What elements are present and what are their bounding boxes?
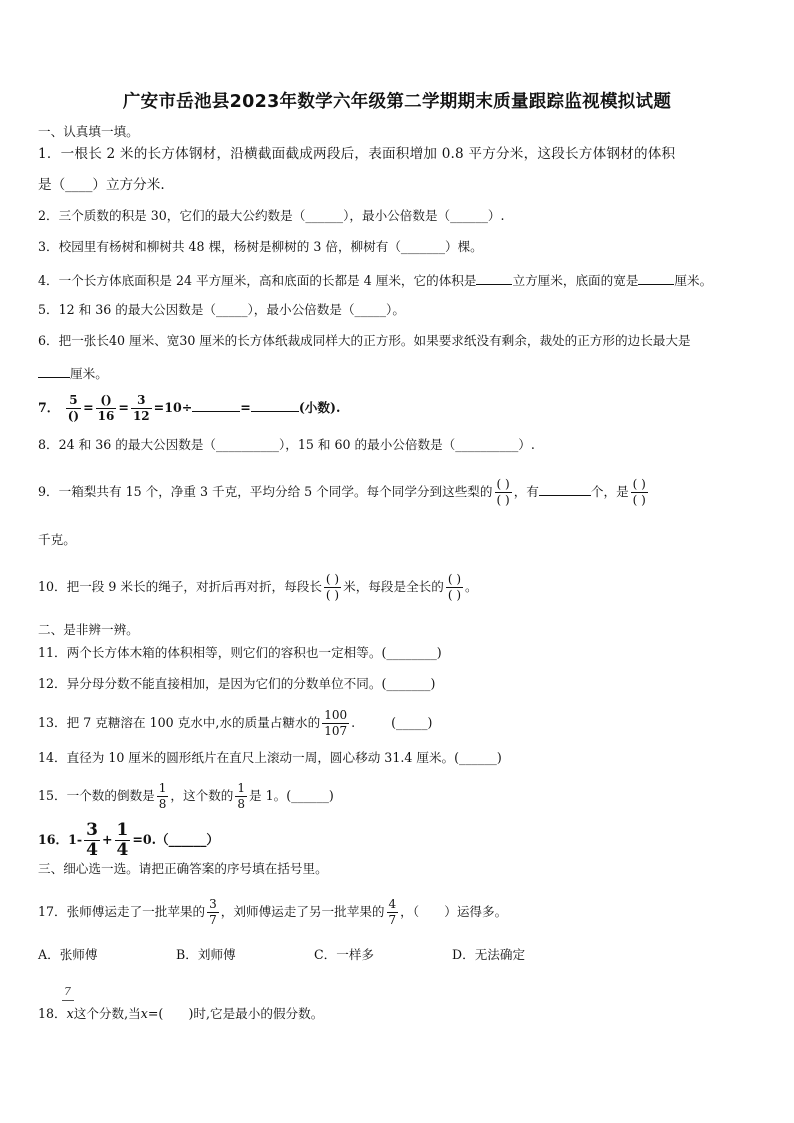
question-17-text-a: 17．张师傅运走了一批苹果的 (38, 904, 206, 919)
fraction (66, 393, 81, 424)
numerator: 3 (86, 820, 98, 840)
section-heading-2: 二、是非辨一辨。 (38, 622, 139, 637)
fraction (157, 781, 169, 812)
answer-blank[interactable] (476, 271, 512, 285)
denominator: 12 (132, 409, 150, 423)
numerator: 100 (324, 708, 348, 722)
question-18 (38, 1006, 323, 1022)
fraction-bar (62, 1000, 74, 1001)
question-16-text-a: 16．1- (38, 832, 83, 847)
option-a[interactable]: A．张师傅 (38, 947, 98, 962)
question-9-text-b: ，有 (513, 484, 539, 499)
question-7-text: =10÷ (153, 400, 193, 415)
question-3: 3．校园里有杨树和柳树共 48 棵，杨树是柳树的 3 倍，柳树有（_______）棵。 (38, 239, 483, 254)
fraction (324, 572, 341, 603)
question-2: 2．三个质数的积是 30，它们的最大公约数是（______），最小公倍数是（______）. (38, 208, 505, 223)
numerator: 5 (66, 393, 81, 409)
fraction (235, 781, 247, 812)
denominator: 7 (388, 913, 397, 927)
question-4-text-c: 厘米。 (674, 273, 713, 288)
fraction (387, 897, 399, 928)
numerator[interactable]: ( ) (447, 572, 462, 586)
denominator: 16 (97, 409, 115, 423)
denominator: 8 (237, 797, 246, 811)
question-4-text-b: 立方厘米，底面的宽是 (512, 273, 639, 288)
question-10-text-b: 米，每段是全长的 (343, 579, 444, 594)
question-17-text-c: ，（ ）运得多。 (400, 904, 508, 919)
question-13 (38, 708, 432, 739)
denominator[interactable]: ( ) (632, 493, 646, 507)
fraction (207, 897, 219, 928)
question-18-label: 18． (38, 1006, 67, 1021)
question-9-text-c: 个，是 (590, 484, 629, 499)
fraction (631, 477, 648, 508)
numerator: 1 (158, 781, 167, 795)
equals-sign: = (118, 400, 129, 415)
question-6-line-2 (38, 364, 108, 382)
question-13-text-a: 13．把 7 克糖溶在 100 克水中,水的质量占糖水的 (38, 715, 321, 730)
question-15-text-c: 是 1。(______) (249, 788, 334, 803)
question-8: 8．24 和 36 的最大公因数是（__________），15 和 60 的最小公倍数是（__________）. (38, 437, 535, 452)
numerator[interactable]: ( ) (632, 477, 646, 491)
equals-sign: = (240, 400, 251, 415)
question-12: 12．异分母分数不能直接相加，是因为它们的分数单位不同。(_______) (38, 676, 436, 691)
answer-blank[interactable] (192, 398, 240, 412)
question-7-tail: (小数). (298, 400, 341, 415)
denominator[interactable]: ( ) (447, 588, 462, 602)
plus-sign: + (101, 832, 113, 847)
numerator: 1 (237, 781, 246, 795)
fraction (446, 572, 463, 603)
denominator: 7 (209, 913, 217, 927)
answer-blank[interactable] (638, 271, 674, 285)
denominator: () (67, 409, 80, 423)
option-b[interactable]: B．刘师傅 (176, 947, 236, 962)
question-13-text-b: . (351, 715, 356, 730)
question-1-line-1: 1．一根长 2 米的长方体钢材，沿横截面截成两段后，表面积增加 0.8 平方分米，这段长方体钢材的体积 (38, 146, 676, 162)
question-15-text-b: ，这个数的 (170, 788, 234, 803)
question-9-text-a: 9．一箱梨共有 15 个，净重 3 千克，平均分给 5 个同学。每个同学分到这些梨的 (38, 484, 493, 499)
denominator: 107 (324, 724, 348, 738)
question-6-text-b: 厘米。 (70, 366, 108, 381)
section-heading-3: 三、细心选一选。请把正确答案的序号填在括号里。 (38, 861, 328, 876)
question-4 (38, 271, 712, 289)
question-6-line-1: 6．把一张长40 厘米、宽30 厘米的长方体纸裁成同样大的正方形。如果要求纸没有剩余，裁处的正方形的边长最大是 (38, 333, 691, 348)
numerator: () (96, 393, 117, 409)
question-11: 11．两个长方体木箱的体积相等，则它们的容积也一定相等。(________) (38, 645, 442, 660)
variable-x: x (140, 1006, 148, 1021)
answer-blank[interactable] (251, 398, 299, 412)
fraction (322, 708, 349, 739)
numerator: 3 (131, 393, 152, 409)
fraction (115, 821, 131, 860)
option-c[interactable]: C．一样多 (314, 947, 375, 962)
question-5: 5．12 和 36 的最大公因数是（_____），最小公倍数是（_____）。 (38, 302, 405, 317)
question-10-text-a: 10．把一段 9 米长的绳子，对折后再对折，每段长 (38, 579, 322, 594)
denominator: 4 (86, 840, 98, 860)
question-16 (38, 821, 219, 860)
question-4-text-a: 4．一个长方体底面积是 24 平方厘米，高和底面的长都是 4 厘米，它的体积是 (38, 273, 477, 288)
numerator: 3 (209, 897, 217, 911)
numerator: 1 (116, 820, 129, 840)
denominator[interactable]: ( ) (496, 493, 510, 507)
question-18-numerator: 7 (64, 985, 71, 998)
question-18-text-b: =( )时,它是最小的假分数。 (147, 1006, 324, 1021)
question-14: 14．直径为 10 厘米的圆形纸片在直尺上滚动一周，圆心移动 31.4 厘米。(______) (38, 750, 502, 765)
option-d[interactable]: D．无法确定 (452, 947, 526, 962)
numerator: 4 (388, 897, 397, 911)
answer-blank[interactable] (539, 482, 591, 496)
question-7 (38, 393, 340, 424)
question-10 (38, 572, 478, 603)
question-9-line-2: 千克。 (38, 532, 76, 547)
fraction (84, 821, 100, 860)
answer-blank[interactable] (38, 364, 70, 378)
fraction (96, 393, 117, 424)
question-17-text-b: ，刘师傅运走了另一批苹果的 (220, 904, 385, 919)
fraction (495, 477, 512, 508)
question-9 (38, 477, 650, 508)
section-heading-1: 一、认真填一填。 (38, 124, 139, 139)
equals-sign: = (83, 400, 94, 415)
denominator: 8 (158, 797, 167, 811)
denominator[interactable]: ( ) (325, 588, 340, 602)
question-17-options (38, 947, 590, 963)
page-title: 广安市岳池县2023年数学六年级第二学期期末质量跟踪监视模拟试题 (122, 92, 672, 112)
question-1-line-2: 是（____）立方分米. (38, 177, 165, 193)
fraction (131, 393, 152, 424)
question-16-text-b: =0.（______） (132, 832, 220, 847)
numerator[interactable]: ( ) (325, 572, 340, 586)
question-15-text-a: 15．一个数的倒数是 (38, 788, 155, 803)
denominator: 4 (116, 840, 129, 860)
question-10-text-c: 。 (465, 579, 478, 594)
numerator[interactable]: ( ) (496, 477, 510, 491)
question-15 (38, 781, 334, 812)
question-13-answer[interactable]: (_____) (391, 715, 433, 730)
question-18-text-a: 这个分数,当 (73, 1006, 141, 1021)
question-7-label: 7． (38, 400, 60, 415)
question-18-denominator: x (66, 1006, 74, 1021)
question-17 (38, 897, 507, 928)
